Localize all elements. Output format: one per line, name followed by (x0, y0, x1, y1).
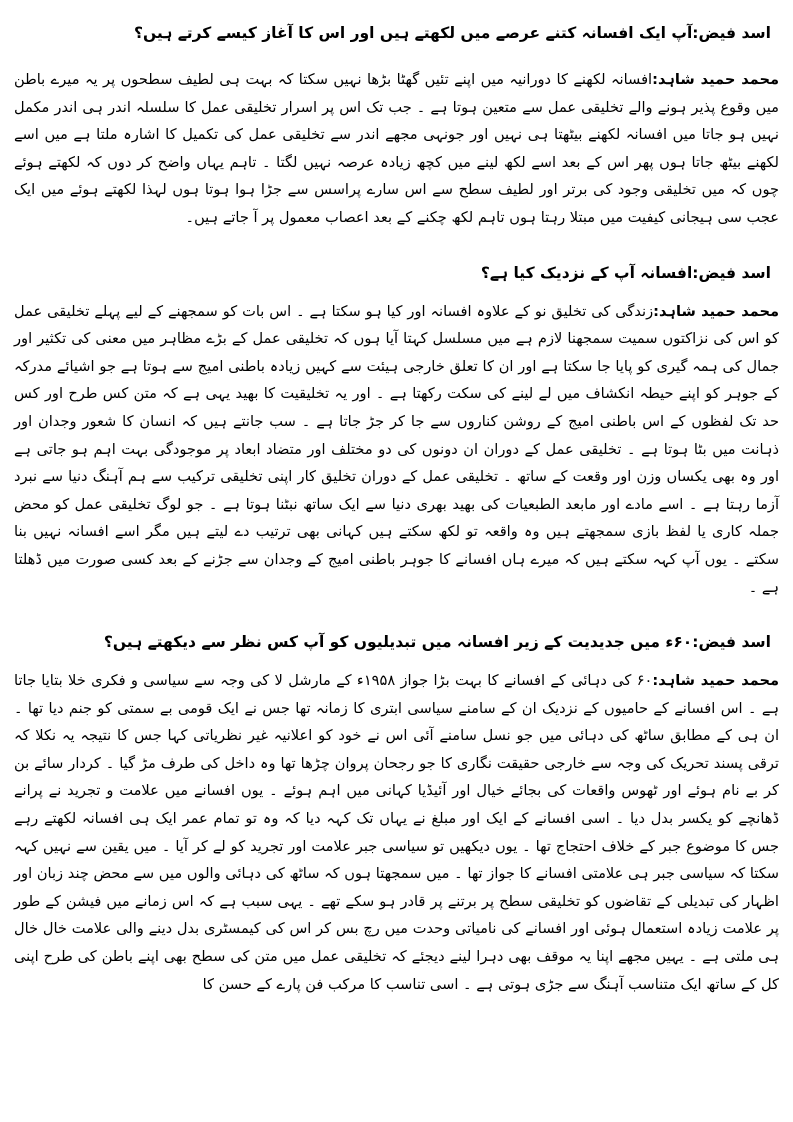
question-2 (14, 262, 771, 284)
question-2-text: افسانہ آپ کے نزدیک کیا ہے؟ (480, 263, 693, 282)
answer-1-speaker: محمد حمید شاہد: (652, 71, 779, 88)
answer-3-speaker: محمد حمید شاہد: (652, 672, 780, 690)
answer-2 (14, 298, 779, 602)
question-3-text: ۶۰ء میں جدیدیت کے زیر افسانہ میں تبدیلیوں کو آپ کس نظر سے دیکھتے ہیں؟ (103, 633, 693, 652)
answer-3-text: ۶۰ کی دہائی کے افسانے کا بہت بڑا جواز ۱۹۵۸ء کے مارشل لا کی وجہ سے سیاسی و فکری خلا بتایا جاتا ہے ۔ اس افسانے کے حامیوں کے نزدیک ان کے سامنے سیاسی ابتری کا زمانہ تھا جس نے ایک قومی بے سمتی کو جنم دیا تھا ۔ ان ہی کے مطابق ساٹھ کی دہائی میں جو نسل سامنے آئی اس نے خود کو اعلانیہ غیر نظریاتی کہا جس کا نتیجہ یہ نکلا کہ ترقی پسند تحریک کی وجہ سے خارجی حقیقت نگاری کا جو رجحان پروان چڑھا تھا وہ داخل کی طرف مڑ گیا ۔ کردار سائے بن کر بے نام ہوئے اور ٹھوس واقعات کی بجائے خیال اور آئیڈیا کہانی میں اہم ہوئے ۔ یوں افسانے میں علامت و تجرید نے پرانے ڈھانچے کو یکسر بدل دیا ۔ اسی افسانے کے ایک اور مبلغ نے یہاں تک کہہ دیا کہ وہ تو تمام عمر ایک ہی افسانہ لکھتے رہے جس کا موضوع جبر کے خلاف احتجاج تھا ۔ یوں دیکھیں تو سیاسی جبر علامت اور تجرید کو لے کر آیا ۔ میں یقین سے نہیں کہہ سکتا کہ سیاسی جبر ہی علامتی افسانے کا جواز تھا ۔ میں سمجھتا ہوں کہ ساٹھ کی دہائی والوں میں سے محض چند زبان اور اظہار کی تبدیلی کے تقاضوں کو تخلیقی سطح پر برتنے پر قادر ہو سکے تھے ۔ یہی سبب ہے کہ اس زمانے میں فیشن کے طور پر علامت زیادہ استعمال ہوئی اور افسانے کی نامیاتی وحدت میں رچ بس کر اس کی کیمسٹری بدل دینے والی علامت خال خال ہی ملتی ہے ۔ یہیں مجھے اپنا یہ موقف بھی دہرا لینے دیجئے کہ تخلیقی عمل میں متن کی سطح بھی اپنے باطن کی طرح اپنی کل کے ساتھ ایک متناسب آہنگ سے جڑی ہوتی ہے ۔ اسی تناسب کا مرکب فن پارے کے حسن کا (14, 672, 779, 993)
answer-2-speaker: محمد حمید شاہد: (653, 302, 780, 320)
question-3 (14, 631, 771, 653)
question-1 (14, 22, 771, 44)
question-2-speaker: اسد فیض: (692, 263, 771, 282)
answer-1 (14, 66, 779, 232)
question-1-speaker: اسد فیض: (692, 24, 771, 42)
question-3-speaker: اسد فیض: (692, 633, 771, 652)
answer-2-text: زندگی کی تخلیق نو کے علاوہ افسانہ اور کیا ہو سکتا ہے ۔ اس بات کو سمجھنے کے لیے پہلے تخلیقی عمل کو اس کی نزاکتوں سمیت سمجھنا لازم ہے میں مسلسل کہتا آیا ہوں کہ تخلیقی عمل کے بڑے مظاہر میں معنی کی تکثیر اور جمال کی ہمہ گیری کو پایا جا سکتا ہے اور ان کا تعلق خارجی ہیئت سے کہیں زیادہ باطنی امیج سے ہوتا ہے جو اشیائے مدرکہ کے جوہر کو اپنے حیطہ انکشاف میں لے لینے کی سکت رکھتا ہے ۔ اور یہ تخلیقیت کا بھید یہی ہے کہ متن کس طرح اور کس حد تک لفظوں کے اس باطنی امیج کے روشن کناروں سے جا کر جڑ جاتا ہے ۔ سب جانتے ہیں کہ انسان کا شعور وجدان اور ذہانت میں بٹا ہوتا ہے ۔ تخلیقی عمل کے دوران ان دونوں کی دو مختلف اور متضاد ابعاد پر موجودگی بہت اہم ہو جاتی ہے اور وہ بھی یکساں وزن اور وقعت کے ساتھ ۔ تخلیقی عمل کے دوران تخلیق کار اپنی تخلیقی ترکیب سے ہم آہنگ دنیا سے نبرد آزما رہتا ہے ۔ اسے مادے اور مابعد الطبعیات کی بھید بھری دنیا سے ایک ساتھ نبٹنا ہوتا ہے ۔ جو لوگ تخلیقی عمل کو محض جملہ کاری یا لفظ بازی سمجھتے ہیں وہ واقعہ تو لکھ سکتے ہیں کہانی بھی ترتیب دے لیتے ہیں مگر اسے افسانہ نہیں بنا سکتے ۔ یوں آپ کہہ سکتے ہیں کہ میرے ہاں افسانے کا جوہر باطنی امیج کے وجدان سے جڑنے کے بعد کسی صورت میں ڈھلتا ہے ۔ (14, 302, 779, 596)
question-1-text: آپ ایک افسانہ کتنے عرصے میں لکھتے ہیں اور اس کا آغاز کیسے کرتے ہیں؟ (133, 24, 693, 42)
answer-1-text: افسانہ لکھنے کا دورانیہ میں اپنے تئیں گھٹا بڑھا نہیں سکتا کہ بہت ہی لطیف سطحوں پر یہ میرے باطن میں وقوع پذیر ہونے والے تخلیقی عمل سے متعین ہوتا ہے ۔ جب تک اس پر اسرار تخلیقی عمل کا سلسلہ اندر ہی اندر مکمل نہیں ہو جاتا میں افسانہ لکھنے بیٹھتا ہی نہیں اور جونہی مجھے اندر سے تخلیقی عمل کی تکمیل کا اشارہ ملتا ہے میں اسے لکھنے بیٹھ جاتا ہوں پھر اس کے بعد اسے لکھ لینے میں کچھ زیادہ عرصہ نہیں لگتا ۔ تاہم یہاں واضح کر دوں کہ لکھتے ہوئے چوں کہ میں تخلیقی وجود کی برتر اور لطیف سطح سے اس سارے پراسس سے جڑا ہوا ہوتا ہوں لہذا لکھتے ہوئے میں ایک عجب سی ہیجانی کیفیت میں مبتلا رہتا ہوں تاہم لکھ چکنے کے بعد اعصاب معمول پر آ جاتے ہیں۔ (14, 71, 779, 226)
answer-3 (14, 667, 779, 998)
